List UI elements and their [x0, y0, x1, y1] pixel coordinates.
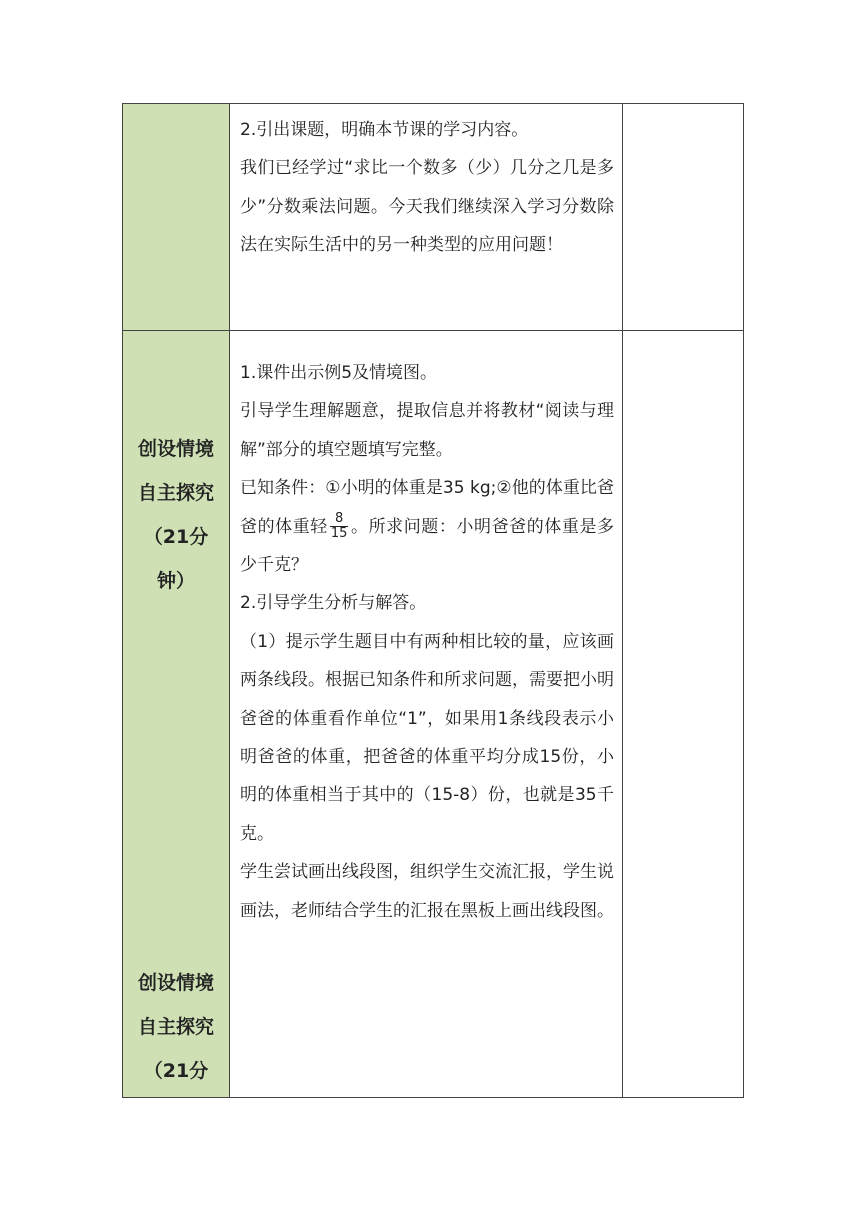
paragraph-with-fraction: 已知条件：①小明的体重是35 kg;②他的体重比爸爸的体重轻 $\frac{8}{15}$ 。所求问题：小明爸爸的体重是多少千克？	[240, 478, 615, 576]
stage-cell	[123, 331, 230, 1098]
fraction-numerator: 8	[330, 512, 349, 527]
fraction-denominator: 15	[330, 526, 348, 542]
stage-cell	[123, 104, 230, 331]
stage-label-repeat: 创设情境 自主探究 （21分	[137, 972, 214, 1082]
paragraph: （1）提示学生题目中有两种相比较的量，应该画两条线段。根据已知条件和所求问题，需要把小明爸爸的体重看作单位“1”，如果用1条线段表示小明爸爸的体重，把爸爸的体重平均分成15份，小明的体重相当于其中的（15-8）份，也就是35千克。	[240, 631, 614, 844]
paragraph: 引导学生理解题意，提取信息并将教材“阅读与理解”部分的填空题填写完整。	[240, 401, 614, 460]
paragraph: 我们已经学过“求比一个数多（少）几分之几是多少”分数乘法问题。今天我们继续深入学习分数除法在实际生活中的另一种类型的应用问题！	[240, 158, 614, 256]
fraction	[330, 512, 349, 541]
content-cell	[230, 104, 623, 331]
stage-label: 创设情境 自主探究 （21分 钟）	[137, 438, 214, 592]
paragraph: 学生尝试画出线段图，组织学生交流汇报，学生说画法，老师结合学生的汇报在黑板上画出线段图。	[240, 862, 614, 921]
table-row	[123, 104, 744, 331]
paragraph: 2.引导学生分析与解答。	[240, 593, 427, 614]
lesson-plan-table	[122, 103, 744, 1098]
notes-cell	[623, 331, 744, 1098]
table-row	[123, 331, 744, 1098]
paragraph: 2.引出课题，明确本节课的学习内容。	[240, 120, 529, 140]
paragraph: 1.课件出示例5及情境图。	[240, 363, 438, 383]
notes-cell	[623, 104, 744, 331]
content-cell	[230, 331, 623, 1098]
